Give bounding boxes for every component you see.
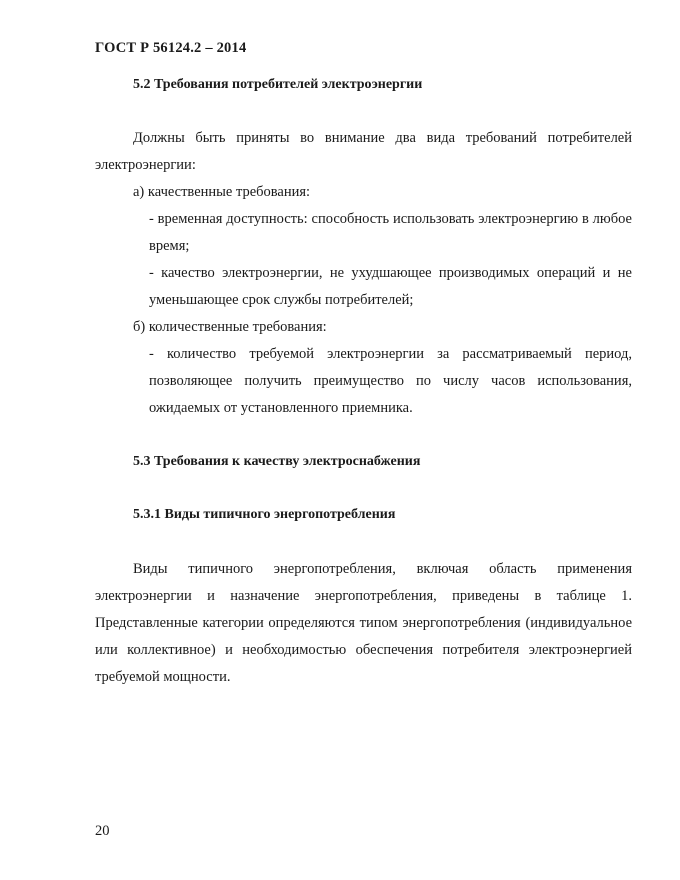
item-b: б) количественные требования: (133, 319, 327, 335)
page-number: 20 (95, 823, 110, 839)
section-5-2-heading: 5.2 Требования потребителей электроэнергии (133, 77, 423, 92)
item-b-sub-1: - количество требуемой электроэнергии за рассматриваемый период, позволяющее получить преимущество по числу часов использования, ожидаемых от установленного приемника. (149, 346, 632, 416)
section-5-2-intro: Должны быть приняты во внимание два вида требований потребителей электроэнергии: (95, 130, 632, 173)
standard-header: ГОСТ Р 56124.2 – 2014 (95, 40, 247, 56)
section-5-3-1-paragraph: Виды типичного энергопотребления, включая область применения электроэнергии и назначение энергопотребления, приведены в таблице 1. Представленные категории определяются типом энергопотребления (индивидуальное или коллективное) и необходимостью обеспечения потребителя электроэнергией требуемой мощности. (95, 561, 632, 685)
item-a-sub-1: - временная доступность: способность использовать электроэнергию в любое время; (149, 211, 632, 254)
section-5-3-heading: 5.3 Требования к качеству электроснабжения (133, 454, 421, 469)
item-a-sub-2: - качество электроэнергии, не ухудшающее производимых операций и не уменьшающее срок службы потребителей; (149, 265, 632, 308)
item-a: а) качественные требования: (133, 184, 311, 200)
section-5-3-1-heading: 5.3.1 Виды типичного энергопотребления (133, 507, 396, 522)
